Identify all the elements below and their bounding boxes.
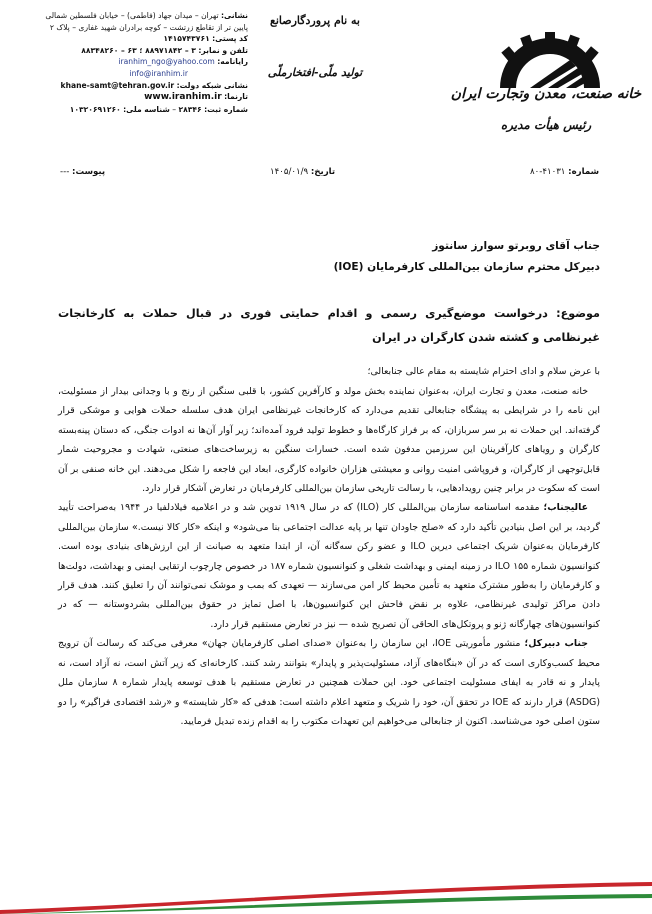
paragraph-1: خانه صنعت، معدن و تجارت ایران، به‌عنوان نماینده بخش مولد و کارآفرین کشور، با قلبی سنگین از رنج و با وجدانی بیدار از مسئولیت، این نامه را در شرایطی به پیشگاه جنابعالی تقدیم می‌دارد که کارخانجات غیرنظامی ایران هدف سلسله حملات هوایی و موشکی قرار گرفته‌اند. این حملات نه بر سر سربازان، که بر فراز کارگاه‌ها و خطوط تولید فرود آمده‌اند؛ زیر آوار آن‌ها نه ادوات جنگی، که دستان پینه‌بسته کارگران و رویاهای کارآفرینان این سرزمین مدفون شده است. خسارات سنگین به زیرساخت‌های صنعتی، شهادت و مجروحیت شمار قابل‌توجهی از کارگران، و فروپاشی امنیت روانی و معیشتی هزاران خانواده کارگری، ابعاد این فاجعه را شکل می‌دهند. این خانه صنفی بر آن است که سکوت در برابر چنین رویدادهایی، با رسالت تاریخی سازمان بین‌المللی کارفرمایان در تعارض آشکار قرار دارد. <box>58 386 600 495</box>
letter-subject: موضوع: درخواست موضع‌گیری رسمی و اقدام حمایتی فوری در قبال حملات به کارخانجات غیرنظامی و کشته شدن کارگران در ایران <box>58 307 600 344</box>
recipient-title: دبیرکل محترم سازمان بین‌المللی کارفرمایان (IOE) <box>333 261 600 273</box>
email-link-1[interactable]: iranhim_ngo@yahoo.com <box>118 57 215 67</box>
paragraph-3-text: منشور مأموریتی IOE، این سازمان را به‌عنوان «صدای اصلی کارفرمایان جهان» معرفی می‌کند که رسالت آن ترویج محیط کسب‌وکاری است که در آن «بنگاه‌های آزاد، مسئولیت‌پذیر و پایدار» بتوانند رشد کنند. کارخانه‌ای که زیر آتش است، نه آزاد است، نه پایدار و نه قادر به ایفای مسئولیت اجتماعی خود. این حملات همچنین در تعارض مستقیم با هدف توسعه پایدار شماره ۸ سازمان ملل (ASDG) قرار دارند که IOE در تحقق آن، خود را شریک و متعهد اعلام داشته است: هدفی که «کار شایسته» و «رشد اقتصادی فراگیر» را دو ستون اصلی خود می‌شناسد. اکنون از جنابعالی می‌خواهیم این تعهدات مکتوب را به اقدام زنده تبدیل فرمایید. <box>58 638 601 727</box>
gov-net-value[interactable]: khane-samt@tehran.gov.ir <box>60 80 175 90</box>
paragraph-3 <box>58 634 600 731</box>
address-value-2: پایین تر از تقاطع زرتشت – کوچه برادران شهید غفاری – پلاک ۲ <box>49 22 248 32</box>
address-value-1: تهران – میدان جهاد (فاطمی) – خیابان فلسطین شمالی <box>45 11 219 20</box>
website-row <box>42 91 248 104</box>
organization-logo-icon <box>460 10 640 130</box>
gov-net-label: نشانی شبکه دولت: <box>176 80 248 90</box>
national-id-value: ۱۰۳۲۰۶۹۱۲۶۰ <box>69 104 121 114</box>
letter-greeting: با عرض سلام و ادای احترام شایسته به مقام عالی جنابعالی؛ <box>367 366 600 377</box>
contact-block <box>42 10 248 115</box>
registration-label: شماره ثبت: <box>204 104 248 114</box>
motto-text: تولید ملّی-افتخارملّی <box>267 66 363 79</box>
national-id-label: شناسه ملی: <box>123 104 170 114</box>
postal-code-row <box>42 33 248 45</box>
email-row-2 <box>42 68 248 80</box>
email-link-2[interactable]: info@iranhim.ir <box>129 68 188 78</box>
organization-name: خانه صنعت، معدن وتجارت ایران <box>450 86 642 102</box>
letter-body <box>58 236 600 731</box>
email-row <box>42 56 248 68</box>
gov-net-row <box>42 80 248 92</box>
letter-number <box>530 167 599 177</box>
website-link[interactable]: www.iranhim.ir <box>144 92 222 103</box>
letter-attachment <box>60 167 105 177</box>
phone-value: ۳ – ۸۸۹۷۱۸۴۲ ؛ ۶۳ – ۸۸۳۴۸۲۶۰ <box>81 45 196 55</box>
email-label: رایانامه: <box>217 57 248 67</box>
registration-value: ۲۸۳۴۶ <box>178 104 202 114</box>
date-value: ۱۴۰۵/۰۱/۹ <box>270 167 309 177</box>
number-value: ۴۱۰۳۱-۸۰ <box>530 167 566 177</box>
paragraph-2-lead: عالیجناب؛ <box>543 502 588 514</box>
paragraph-2-text: مقدمه اساسنامه سازمان بین‌المللی کار (ILO) که در سال ۱۹۱۹ تدوین شد و در اعلامیه فیلادلفیا در ۱۹۴۴ به‌صراحت تأیید گردید، بر این اصل بنیادین تأکید دارد که «صلح جاودان تنها بر پایه عدالت اجتماعی بنا می‌شود» و اینکه «کار کالا نیست.» سازمان بین‌المللی کارفرمایان به‌عنوان شریک اجتماعی دیرین ILO و عضو رکن سه‌گانه آن، از ابتدا متعهد به صیانت از این ارزش‌های بنیادی بوده است. کنوانسیون شماره ۱۵۵ ILO در زمینه ایمنی و بهداشت شغلی و کنوانسیون شماره ۱۸۷ در خصوص چارچوب ارتقایی ایمنی و بهداشت، دولت‌ها و کارفرمایان را به‌طور مشترک متعهد به تأمین محیط کار امن می‌سازند — تعهدی که بمب و موشک نمی‌توانند آن را تعلیق کنند. هدف قرار دادن مراکز تولیدی غیرنظامی، علاوه بر نقض فاحش این کنوانسیون‌ها، با اصل تمایز در حقوق بین‌المللی بشردوستانه — که در کنوانسیون‌های چهارگانه ژنو و پروتکل‌های الحاقی آن تصریح شده — نیز در تعارض مستقیم قرار دارد. <box>58 502 600 630</box>
address-line-2 <box>42 22 248 34</box>
address-label: نشانی: <box>220 11 248 20</box>
phone-label: تلفن و نمابر: <box>198 45 248 55</box>
postal-value: ۱۴۱۵۷۴۳۷۶۱ <box>163 34 210 44</box>
postal-label: کد پستی: <box>212 34 248 44</box>
registration-row: شماره ثبت: ۲۸۳۴۶ – شناسه ملی: ۱۰۳۲۰۶۹۱۲۶۰ <box>69 104 248 114</box>
paragraph-2 <box>58 498 600 634</box>
address-line-1 <box>42 10 248 22</box>
signature-title: رئیس هیأت مدیره <box>500 118 592 132</box>
recipient-name: جناب آقای روبرتو سوارز سانتوز <box>432 240 600 252</box>
phone-row <box>42 45 248 57</box>
attachment-value: --- <box>60 167 70 177</box>
basmala-heading: به نام پروردگارصانع <box>269 14 360 27</box>
paragraph-3-lead: جناب دبیرکل؛ <box>524 638 588 650</box>
date-label: تاریخ: <box>310 167 336 177</box>
website-label: تارنما: <box>224 92 248 102</box>
letter-date <box>270 167 335 177</box>
footer-flag-band <box>0 880 652 914</box>
number-label: شماره: <box>568 167 600 177</box>
attachment-label: پیوست: <box>72 167 106 177</box>
